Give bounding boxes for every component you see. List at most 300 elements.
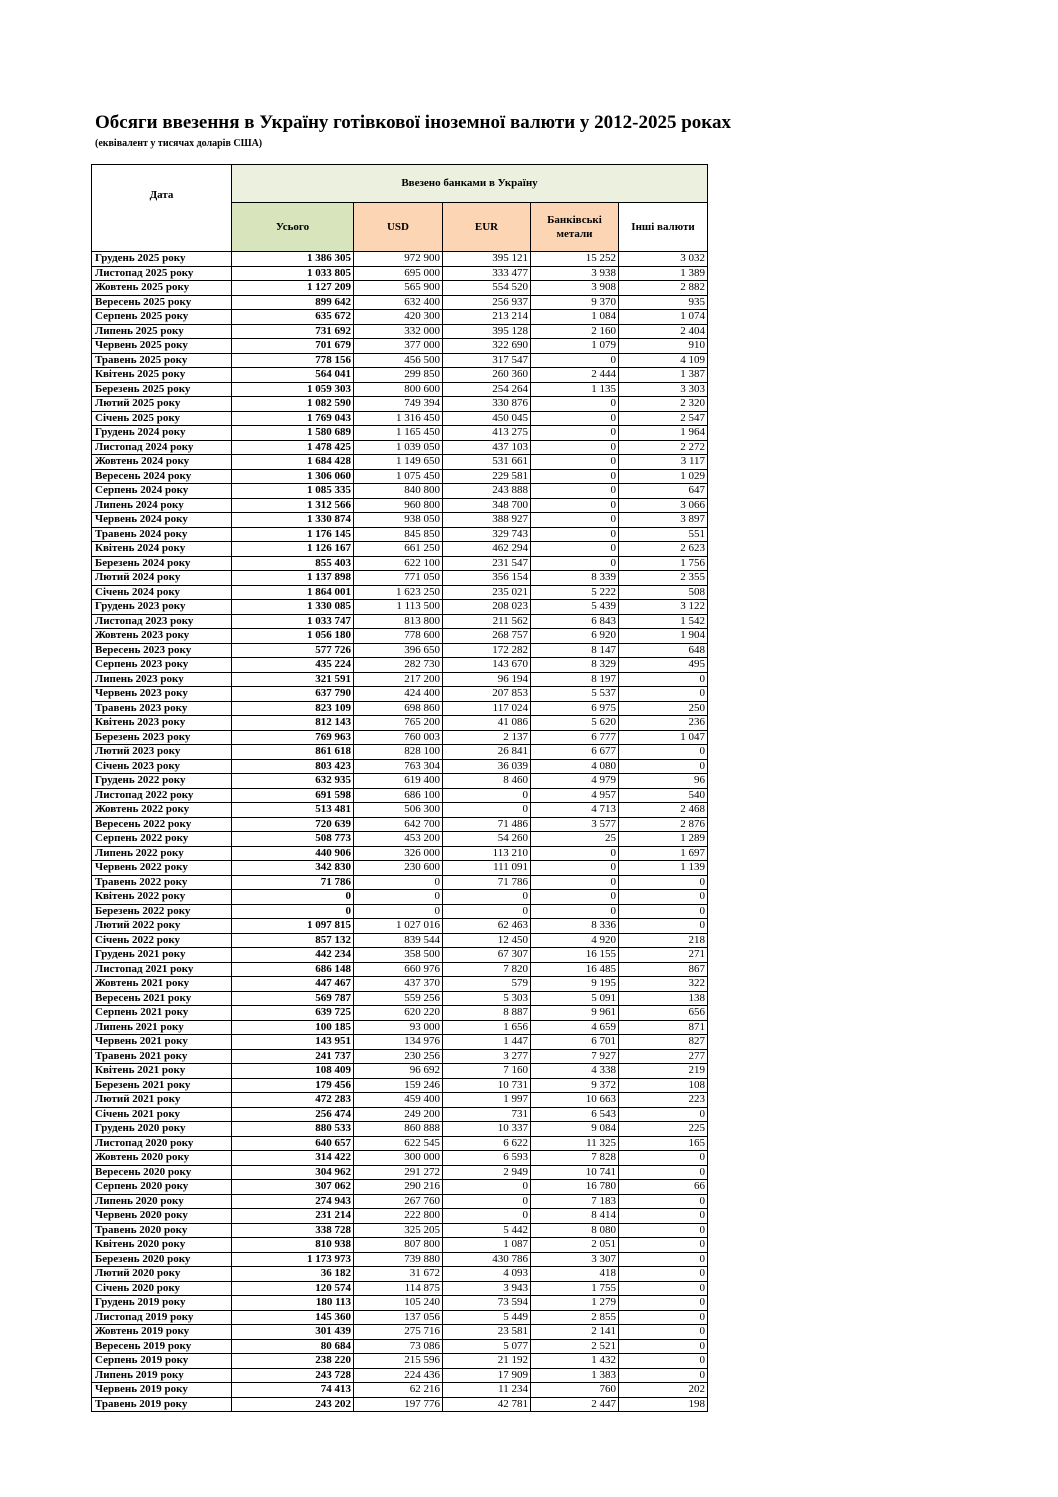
cell-other-currencies: 2 623 [619, 542, 708, 557]
cell-usd: 619 400 [354, 774, 443, 789]
cell-total: 80 684 [232, 1339, 354, 1354]
cell-total: 637 790 [232, 687, 354, 702]
cell-other-currencies: 0 [619, 890, 708, 905]
table-row [92, 1035, 708, 1050]
cell-date: Травень 2025 року [92, 353, 232, 368]
cell-total: 769 963 [232, 730, 354, 745]
header-other-currencies: Інші валюти [619, 202, 708, 251]
currency-import-table [91, 164, 708, 1412]
cell-usd: 778 600 [354, 629, 443, 644]
cell-date: Вересень 2019 року [92, 1339, 232, 1354]
cell-eur: 3 277 [443, 1049, 531, 1064]
cell-usd: 1 075 450 [354, 469, 443, 484]
cell-bank-metals: 418 [531, 1267, 619, 1282]
cell-other-currencies: 225 [619, 1122, 708, 1137]
cell-eur: 1 997 [443, 1093, 531, 1108]
cell-bank-metals: 4 713 [531, 803, 619, 818]
cell-other-currencies: 0 [619, 1267, 708, 1282]
cell-usd: 249 200 [354, 1107, 443, 1122]
cell-total: 120 574 [232, 1281, 354, 1296]
cell-bank-metals: 1 279 [531, 1296, 619, 1311]
cell-other-currencies: 1 387 [619, 368, 708, 383]
cell-date: Жовтень 2021 року [92, 977, 232, 992]
cell-bank-metals: 0 [531, 469, 619, 484]
cell-eur: 413 275 [443, 426, 531, 441]
cell-eur: 254 264 [443, 382, 531, 397]
table-row [92, 397, 708, 412]
cell-eur: 329 743 [443, 527, 531, 542]
cell-total: 301 439 [232, 1325, 354, 1340]
table-row [92, 846, 708, 861]
header-usd: USD [354, 202, 443, 251]
cell-eur: 71 786 [443, 875, 531, 890]
cell-other-currencies: 0 [619, 1107, 708, 1122]
cell-date: Жовтень 2020 року [92, 1151, 232, 1166]
table-row [92, 484, 708, 499]
cell-usd: 845 850 [354, 527, 443, 542]
cell-other-currencies: 508 [619, 585, 708, 600]
cell-usd: 642 700 [354, 817, 443, 832]
cell-usd: 661 250 [354, 542, 443, 557]
cell-bank-metals: 4 957 [531, 788, 619, 803]
cell-total: 880 533 [232, 1122, 354, 1137]
table-row [92, 1180, 708, 1195]
cell-total: 338 728 [232, 1223, 354, 1238]
cell-date: Грудень 2022 року [92, 774, 232, 789]
cell-other-currencies: 2 882 [619, 281, 708, 296]
cell-usd: 159 246 [354, 1078, 443, 1093]
cell-other-currencies: 871 [619, 1020, 708, 1035]
cell-eur: 268 757 [443, 629, 531, 644]
cell-date: Серпень 2023 року [92, 658, 232, 673]
cell-date: Жовтень 2019 року [92, 1325, 232, 1340]
cell-date: Серпень 2025 року [92, 310, 232, 325]
table-row [92, 1078, 708, 1093]
cell-eur: 1 447 [443, 1035, 531, 1050]
cell-date: Серпень 2021 року [92, 1006, 232, 1021]
cell-date: Грудень 2024 року [92, 426, 232, 441]
cell-bank-metals: 3 307 [531, 1252, 619, 1267]
cell-other-currencies: 0 [619, 1151, 708, 1166]
cell-eur: 5 077 [443, 1339, 531, 1354]
cell-date: Вересень 2021 року [92, 991, 232, 1006]
cell-usd: 620 220 [354, 1006, 443, 1021]
cell-date: Квітень 2025 року [92, 368, 232, 383]
table-row [92, 281, 708, 296]
cell-eur: 579 [443, 977, 531, 992]
header-imported-by-banks: Ввезено банками в Україну [232, 165, 708, 203]
cell-eur: 235 021 [443, 585, 531, 600]
cell-bank-metals: 2 447 [531, 1397, 619, 1412]
table-row [92, 1252, 708, 1267]
cell-bank-metals: 3 577 [531, 817, 619, 832]
cell-total: 321 591 [232, 672, 354, 687]
table-row [92, 1325, 708, 1340]
cell-date: Січень 2024 року [92, 585, 232, 600]
cell-other-currencies: 0 [619, 919, 708, 934]
cell-total: 691 598 [232, 788, 354, 803]
cell-date: Вересень 2023 року [92, 643, 232, 658]
cell-bank-metals: 3 908 [531, 281, 619, 296]
cell-date: Грудень 2019 року [92, 1296, 232, 1311]
cell-eur: 0 [443, 1180, 531, 1195]
cell-usd: 396 650 [354, 643, 443, 658]
table-row [92, 962, 708, 977]
cell-eur: 0 [443, 904, 531, 919]
cell-other-currencies: 271 [619, 948, 708, 963]
table-row [92, 513, 708, 528]
cell-eur: 333 477 [443, 266, 531, 281]
cell-date: Січень 2021 року [92, 1107, 232, 1122]
cell-eur: 317 547 [443, 353, 531, 368]
cell-other-currencies: 0 [619, 1165, 708, 1180]
cell-usd: 134 976 [354, 1035, 443, 1050]
cell-other-currencies: 1 074 [619, 310, 708, 325]
cell-bank-metals: 0 [531, 556, 619, 571]
cell-eur: 322 690 [443, 339, 531, 354]
table-row [92, 542, 708, 557]
table-row [92, 1006, 708, 1021]
cell-bank-metals: 0 [531, 875, 619, 890]
cell-usd: 230 256 [354, 1049, 443, 1064]
cell-date: Лютий 2022 року [92, 919, 232, 934]
table-row [92, 310, 708, 325]
table-row [92, 904, 708, 919]
cell-eur: 96 194 [443, 672, 531, 687]
cell-date: Листопад 2022 року [92, 788, 232, 803]
cell-total: 731 692 [232, 324, 354, 339]
cell-bank-metals: 0 [531, 527, 619, 542]
cell-date: Липень 2022 року [92, 846, 232, 861]
cell-eur: 111 091 [443, 861, 531, 876]
cell-total: 1 769 043 [232, 411, 354, 426]
cell-eur: 23 581 [443, 1325, 531, 1340]
cell-usd: 299 850 [354, 368, 443, 383]
cell-bank-metals: 6 701 [531, 1035, 619, 1050]
table-row [92, 1223, 708, 1238]
table-row [92, 1049, 708, 1064]
cell-eur: 8 460 [443, 774, 531, 789]
cell-eur: 1 656 [443, 1020, 531, 1035]
cell-bank-metals: 0 [531, 513, 619, 528]
table-row [92, 1238, 708, 1253]
cell-total: 803 423 [232, 759, 354, 774]
cell-total: 71 786 [232, 875, 354, 890]
cell-usd: 267 760 [354, 1194, 443, 1209]
table-row [92, 919, 708, 934]
cell-other-currencies: 250 [619, 701, 708, 716]
cell-total: 857 132 [232, 933, 354, 948]
cell-eur: 11 234 [443, 1383, 531, 1398]
cell-usd: 96 692 [354, 1064, 443, 1079]
cell-bank-metals: 4 920 [531, 933, 619, 948]
cell-date: Березень 2021 року [92, 1078, 232, 1093]
cell-other-currencies: 0 [619, 1354, 708, 1369]
cell-total: 635 672 [232, 310, 354, 325]
cell-usd: 972 900 [354, 252, 443, 267]
cell-other-currencies: 1 542 [619, 614, 708, 629]
cell-bank-metals: 1 079 [531, 339, 619, 354]
cell-other-currencies: 0 [619, 1223, 708, 1238]
table-row [92, 745, 708, 760]
table-row [92, 803, 708, 818]
cell-bank-metals: 8 329 [531, 658, 619, 673]
cell-eur: 42 781 [443, 1397, 531, 1412]
cell-date: Вересень 2020 року [92, 1165, 232, 1180]
cell-eur: 450 045 [443, 411, 531, 426]
cell-total: 1 176 145 [232, 527, 354, 542]
header-bank-metals: Банківські метали [531, 202, 619, 251]
cell-other-currencies: 0 [619, 745, 708, 760]
cell-total: 435 224 [232, 658, 354, 673]
cell-total: 238 220 [232, 1354, 354, 1369]
cell-total: 1 033 805 [232, 266, 354, 281]
cell-total: 686 148 [232, 962, 354, 977]
cell-usd: 0 [354, 890, 443, 905]
cell-eur: 7 820 [443, 962, 531, 977]
cell-eur: 348 700 [443, 498, 531, 513]
table-row [92, 1165, 708, 1180]
cell-bank-metals: 2 160 [531, 324, 619, 339]
table-row [92, 687, 708, 702]
cell-eur: 26 841 [443, 745, 531, 760]
cell-eur: 67 307 [443, 948, 531, 963]
cell-date: Квітень 2022 року [92, 890, 232, 905]
table-row [92, 1383, 708, 1398]
cell-total: 855 403 [232, 556, 354, 571]
cell-bank-metals: 0 [531, 542, 619, 557]
cell-usd: 749 394 [354, 397, 443, 412]
cell-usd: 506 300 [354, 803, 443, 818]
cell-eur: 554 520 [443, 281, 531, 296]
cell-usd: 760 003 [354, 730, 443, 745]
cell-total: 304 962 [232, 1165, 354, 1180]
table-row [92, 252, 708, 267]
cell-usd: 860 888 [354, 1122, 443, 1137]
table-row [92, 1064, 708, 1079]
cell-eur: 0 [443, 803, 531, 818]
cell-date: Квітень 2021 року [92, 1064, 232, 1079]
cell-other-currencies: 0 [619, 1325, 708, 1340]
cell-total: 508 773 [232, 832, 354, 847]
cell-date: Січень 2025 року [92, 411, 232, 426]
cell-usd: 420 300 [354, 310, 443, 325]
cell-bank-metals: 4 080 [531, 759, 619, 774]
cell-other-currencies: 0 [619, 1339, 708, 1354]
cell-bank-metals: 0 [531, 426, 619, 441]
table-row [92, 339, 708, 354]
cell-total: 1 126 167 [232, 542, 354, 557]
table-row [92, 614, 708, 629]
cell-bank-metals: 6 677 [531, 745, 619, 760]
cell-eur: 41 086 [443, 716, 531, 731]
cell-bank-metals: 4 659 [531, 1020, 619, 1035]
cell-eur: 356 154 [443, 571, 531, 586]
cell-date: Квітень 2020 року [92, 1238, 232, 1253]
table-row [92, 788, 708, 803]
cell-usd: 93 000 [354, 1020, 443, 1035]
cell-bank-metals: 6 975 [531, 701, 619, 716]
cell-date: Червень 2020 року [92, 1209, 232, 1224]
cell-total: 314 422 [232, 1151, 354, 1166]
cell-total: 342 830 [232, 861, 354, 876]
table-row [92, 1296, 708, 1311]
cell-other-currencies: 0 [619, 1296, 708, 1311]
table-row [92, 440, 708, 455]
cell-other-currencies: 218 [619, 933, 708, 948]
cell-other-currencies: 0 [619, 1368, 708, 1383]
cell-date: Жовтень 2022 року [92, 803, 232, 818]
cell-usd: 800 600 [354, 382, 443, 397]
cell-bank-metals: 10 663 [531, 1093, 619, 1108]
cell-date: Липень 2024 року [92, 498, 232, 513]
cell-eur: 10 337 [443, 1122, 531, 1137]
table-row [92, 266, 708, 281]
cell-bank-metals: 7 927 [531, 1049, 619, 1064]
cell-date: Лютий 2020 року [92, 1267, 232, 1282]
cell-other-currencies: 3 066 [619, 498, 708, 513]
cell-other-currencies: 3 897 [619, 513, 708, 528]
cell-date: Червень 2021 року [92, 1035, 232, 1050]
cell-eur: 0 [443, 1194, 531, 1209]
cell-usd: 0 [354, 875, 443, 890]
cell-total: 513 481 [232, 803, 354, 818]
cell-total: 108 409 [232, 1064, 354, 1079]
cell-total: 812 143 [232, 716, 354, 731]
cell-bank-metals: 2 521 [531, 1339, 619, 1354]
table-row [92, 861, 708, 876]
cell-other-currencies: 2 355 [619, 571, 708, 586]
cell-date: Травень 2022 року [92, 875, 232, 890]
cell-eur: 5 442 [443, 1223, 531, 1238]
cell-eur: 73 594 [443, 1296, 531, 1311]
cell-date: Березень 2024 року [92, 556, 232, 571]
cell-date: Грудень 2025 року [92, 252, 232, 267]
cell-usd: 325 205 [354, 1223, 443, 1238]
cell-other-currencies: 1 756 [619, 556, 708, 571]
table-row [92, 977, 708, 992]
cell-eur: 4 093 [443, 1267, 531, 1282]
cell-bank-metals: 1 135 [531, 382, 619, 397]
cell-date: Січень 2023 року [92, 759, 232, 774]
cell-other-currencies: 108 [619, 1078, 708, 1093]
cell-eur: 243 888 [443, 484, 531, 499]
cell-total: 0 [232, 890, 354, 905]
cell-usd: 813 800 [354, 614, 443, 629]
cell-other-currencies: 910 [619, 339, 708, 354]
cell-usd: 840 800 [354, 484, 443, 499]
table-row [92, 933, 708, 948]
cell-date: Вересень 2025 року [92, 295, 232, 310]
cell-total: 0 [232, 904, 354, 919]
cell-other-currencies: 2 468 [619, 803, 708, 818]
cell-eur: 3 943 [443, 1281, 531, 1296]
cell-total: 1 056 180 [232, 629, 354, 644]
cell-usd: 698 860 [354, 701, 443, 716]
cell-bank-metals: 8 339 [531, 571, 619, 586]
cell-bank-metals: 1 084 [531, 310, 619, 325]
cell-usd: 622 545 [354, 1136, 443, 1151]
cell-total: 632 935 [232, 774, 354, 789]
cell-usd: 215 596 [354, 1354, 443, 1369]
cell-usd: 695 000 [354, 266, 443, 281]
table-row [92, 1209, 708, 1224]
cell-date: Жовтень 2023 року [92, 629, 232, 644]
cell-usd: 1 316 450 [354, 411, 443, 426]
cell-usd: 73 086 [354, 1339, 443, 1354]
cell-other-currencies: 219 [619, 1064, 708, 1079]
cell-other-currencies: 0 [619, 904, 708, 919]
cell-other-currencies: 1 029 [619, 469, 708, 484]
cell-date: Лютий 2024 року [92, 571, 232, 586]
cell-date: Грудень 2020 року [92, 1122, 232, 1137]
table-row [92, 774, 708, 789]
cell-usd: 282 730 [354, 658, 443, 673]
cell-other-currencies: 3 122 [619, 600, 708, 615]
cell-bank-metals: 9 195 [531, 977, 619, 992]
cell-bank-metals: 0 [531, 484, 619, 499]
cell-other-currencies: 202 [619, 1383, 708, 1398]
cell-date: Травень 2021 року [92, 1049, 232, 1064]
cell-other-currencies: 138 [619, 991, 708, 1006]
cell-bank-metals: 9 084 [531, 1122, 619, 1137]
cell-usd: 31 672 [354, 1267, 443, 1282]
cell-bank-metals: 8 197 [531, 672, 619, 687]
table-row [92, 1151, 708, 1166]
page-title: Обсяги ввезення в Україну готівкової іноземної валюти у 2012-2025 роках [95, 112, 731, 133]
cell-other-currencies: 656 [619, 1006, 708, 1021]
table-row [92, 832, 708, 847]
cell-bank-metals: 7 828 [531, 1151, 619, 1166]
cell-usd: 1 165 450 [354, 426, 443, 441]
table-row [92, 426, 708, 441]
cell-eur: 231 547 [443, 556, 531, 571]
table-row [92, 658, 708, 673]
cell-bank-metals: 0 [531, 455, 619, 470]
cell-total: 639 725 [232, 1006, 354, 1021]
cell-date: Червень 2025 року [92, 339, 232, 354]
cell-bank-metals: 5 439 [531, 600, 619, 615]
cell-other-currencies: 935 [619, 295, 708, 310]
cell-other-currencies: 165 [619, 1136, 708, 1151]
cell-usd: 960 800 [354, 498, 443, 513]
cell-bank-metals: 2 444 [531, 368, 619, 383]
cell-other-currencies: 551 [619, 527, 708, 542]
cell-total: 256 474 [232, 1107, 354, 1122]
cell-other-currencies: 648 [619, 643, 708, 658]
table-row [92, 1107, 708, 1122]
cell-bank-metals: 0 [531, 904, 619, 919]
cell-date: Червень 2019 року [92, 1383, 232, 1398]
cell-other-currencies: 2 876 [619, 817, 708, 832]
cell-eur: 462 294 [443, 542, 531, 557]
cell-other-currencies: 1 289 [619, 832, 708, 847]
cell-bank-metals: 2 855 [531, 1310, 619, 1325]
cell-total: 778 156 [232, 353, 354, 368]
table-row [92, 991, 708, 1006]
cell-usd: 137 056 [354, 1310, 443, 1325]
cell-other-currencies: 0 [619, 1281, 708, 1296]
cell-eur: 229 581 [443, 469, 531, 484]
cell-bank-metals: 760 [531, 1383, 619, 1398]
cell-date: Березень 2020 року [92, 1252, 232, 1267]
cell-other-currencies: 1 904 [619, 629, 708, 644]
cell-eur: 113 210 [443, 846, 531, 861]
cell-other-currencies: 4 109 [619, 353, 708, 368]
cell-date: Липень 2021 року [92, 1020, 232, 1035]
cell-other-currencies: 277 [619, 1049, 708, 1064]
table-row [92, 948, 708, 963]
